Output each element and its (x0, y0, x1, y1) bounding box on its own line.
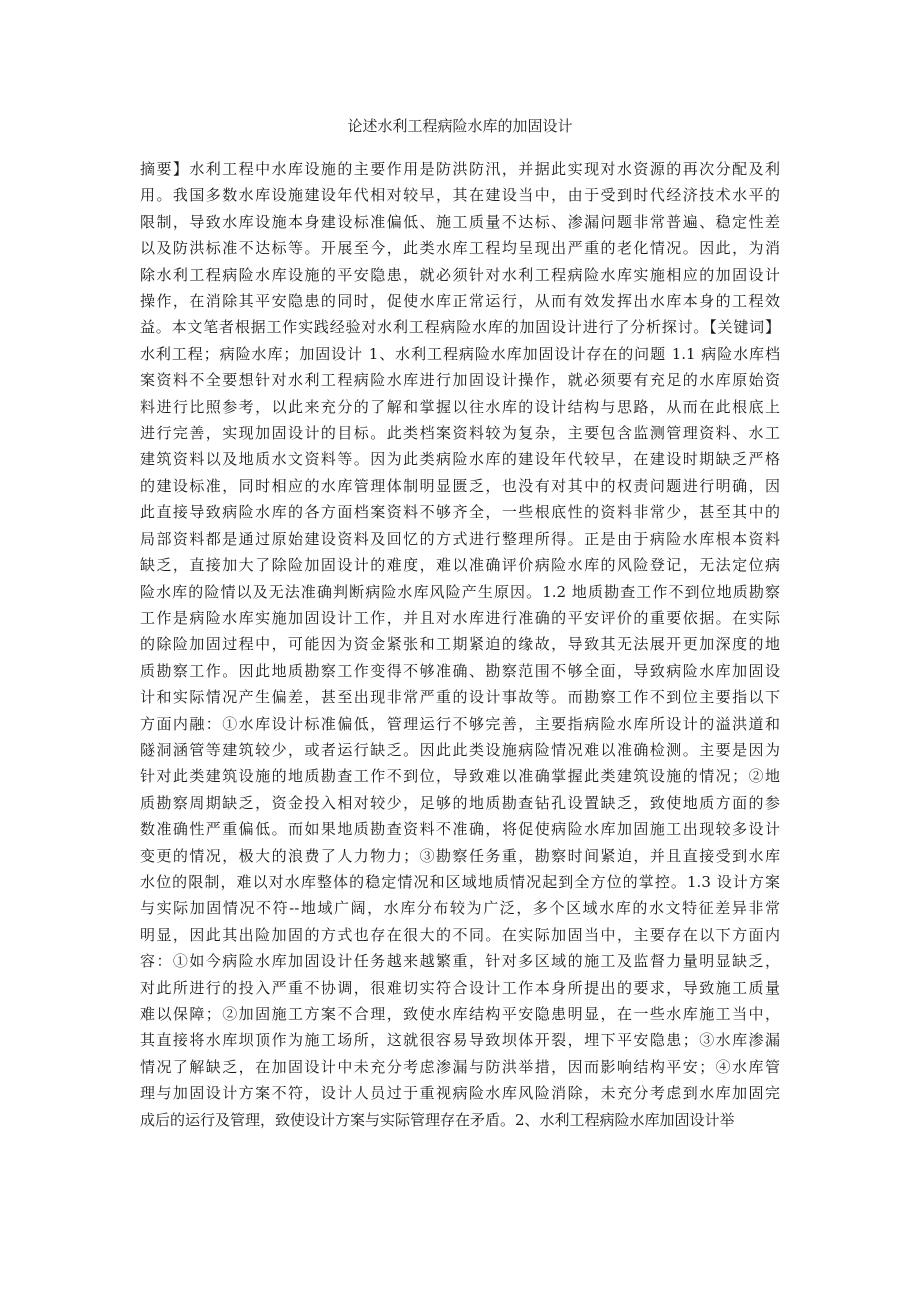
body-line: 对此所进行的投入严重不协调，很难切实符合设计工作本身所提出的要求，导致施工质量 (140, 978, 780, 997)
body-line: 摘要】水利工程中水库设施的主要作用是防洪防汛，并据此实现对水资源的再次分配及利 (140, 160, 780, 178)
body-line: 料进行比照参考，以此来充分的了解和掌握以往水库的设计结构与思路，从而在此根底上 (140, 397, 780, 416)
body-line: 此直接导致病险水库的各方面档案资料不够齐全，一些根底性的资料非常少，甚至其中的 (140, 503, 780, 522)
body-line: 情况了解缺乏，在加固设计中未充分考虑渗漏与防洪举措，因而影响结构平安；④水库管 (140, 1057, 780, 1076)
body-line: 变更的情况，极大的浪费了人力物力；③勘察任务重，勘察时间紧迫，并且直接受到水库 (140, 846, 780, 865)
body-line: 容：①如今病险水库加固设计任务越来越繁重，针对多区域的施工及监督力量明显缺乏， (140, 952, 780, 971)
document-title: 论述水利工程病险水库的加固设计 (347, 117, 573, 135)
body-line: 益。本文笔者根据工作实践经验对水利工程病险水库的加固设计进行了分析探讨。【关键词】 (140, 318, 780, 337)
body-line: 的建设标准，同时相应的水库管理体制明显匮乏，也没有对其中的权责问题进行明确，因 (140, 476, 780, 495)
body-line: 难以保障；②加固施工方案不合理，致使水库结构平安隐患明显，在一些水库施工当中， (140, 1005, 780, 1023)
body-line: 缺乏，直接加大了除险加固设计的难度，难以准确评价病险水库的风险登记，无法定位病 (140, 556, 780, 575)
body-line: 险水库的险情以及无法准确判断病险水库风险产生原因。1.2 地质勘查工作不到位地质勘察 (140, 582, 780, 601)
body-line: 数准确性严重偏低。而如果地质勘查资料不准确，将促使病险水库加固施工出现较多设计 (140, 820, 780, 839)
body-line: 质勘察周期缺乏，资金投入相对较少，足够的地质勘查钻孔设置缺乏，致使地质方面的参 (140, 793, 780, 812)
body-line: 进行完善，实现加固设计的目标。此类档案资料较为复杂，主要包含监测管理资料、水工 (140, 424, 780, 443)
body-line: 与实际加固情况不符--地域广阔，水库分布较为广泛，多个区域水库的水文特征差异非常 (140, 899, 780, 918)
body-line: 方面内融：①水库设计标准偏低，管理运行不够完善，主要指病险水库所设计的溢洪道和 (140, 714, 780, 733)
body-line: 针对此类建筑设施的地质勘查工作不到位，导致难以准确掌握此类建筑设施的情况；②地 (140, 767, 780, 786)
body-line: 以及防洪标准不达标等。开展至今，此类水库工程均呈现出严重的老化情况。因此，为消 (140, 239, 780, 258)
body-line: 除水利工程病险水库设施的平安隐患，就必须针对水利工程病险水库实施相应的加固设计 (140, 265, 780, 284)
body-line: 建筑资料以及地质水文资料等。因为此类病险水库的建设年代较早，在建设时期缺乏严格 (140, 450, 780, 469)
body-line: 其直接将水库坝顶作为施工场所，这就很容易导致坝体开裂，埋下平安隐患；③水库渗漏 (140, 1031, 780, 1050)
body-line: 隧洞涵管等建筑较少，或者运行缺乏。因此此类设施病险情况难以准确检测。主要是因为 (140, 740, 780, 759)
body-line: 限制，导致水库设施本身建设标准偏低、施工质量不达标、渗漏问题非常普遍、稳定性差 (140, 212, 780, 231)
body-line: 案资料不全要想针对水利工程病险水库进行加固设计操作，就必须要有充足的水库原始资 (140, 371, 780, 390)
body-line: 质勘察工作。因此地质勘察工作变得不够准确、勘察范围不够全面，导致病险水库加固设 (140, 661, 780, 680)
body-line: 计和实际情况产生偏差，甚至出现非常严重的设计事故等。而勘察工作不到位主要指以下 (140, 688, 780, 707)
document-body (140, 156, 780, 1133)
body-line: 水利工程；病险水库；加固设计 1、水利工程病险水库加固设计存在的问题 1.1 病险水库档 (140, 344, 780, 363)
body-line: 操作，在消除其平安隐患的同时，促使水库正常运行，从而有效发挥出水库本身的工程效 (140, 292, 780, 311)
body-line: 成后的运行及管理，致使设计方案与实际管理存在矛盾。2、水利工程病险水库加固设计举 (140, 1110, 735, 1129)
body-line: 水位的限制，难以对水库整体的稳定情况和区域地质情况起到全方位的掌控。1.3 设计方案 (140, 872, 780, 891)
body-line: 理与加固设计方案不符，设计人员过于重视病险水库风险消除，未充分考虑到水库加固完 (140, 1084, 780, 1103)
body-line: 明显，因此其出险加固的方式也存在很大的不同。在实际加固当中，主要存在以下方面内 (140, 925, 780, 944)
body-line: 工作是病险水库实施加固设计工作，并且对水库进行准确的平安评价的重要依据。在实际 (140, 608, 780, 627)
body-line: 局部资料都是通过原始建设资料及回忆的方式进行整理所得。正是由于病险水库根本资料 (140, 529, 780, 548)
body-line: 的除险加固过程中，可能因为资金紧张和工期紧迫的缘故，导致其无法展开更加深度的地 (140, 635, 780, 654)
body-line: 用。我国多数水库设施建设年代相对较早，其在建设当中，由于受到时代经济技术水平的 (140, 186, 780, 205)
